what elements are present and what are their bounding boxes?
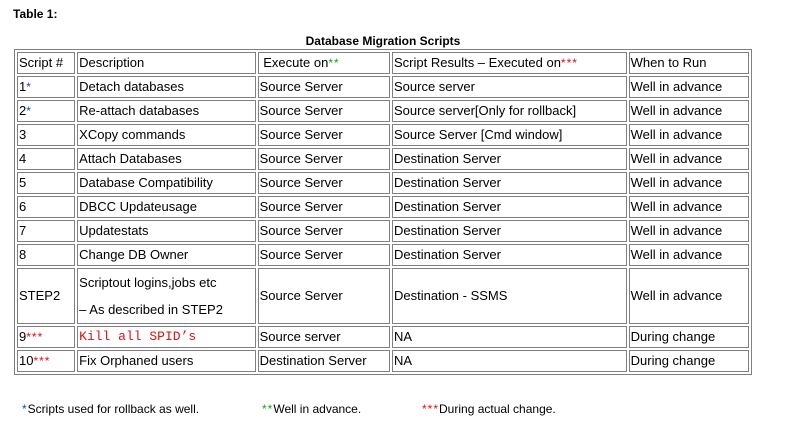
footnote-rollback: *Scripts used for rollback as well. [22, 402, 200, 416]
execute-on-cell: Source Server [258, 100, 390, 122]
description-cell: Fix Orphaned users [77, 350, 255, 372]
execute-on-cell: Source Server [258, 268, 390, 324]
description-cell: Detach databases [77, 76, 255, 98]
green-asterisk-mark: ** [328, 56, 340, 70]
table-row [17, 124, 749, 146]
red-asterisk-mark: *** [33, 354, 51, 368]
table-row [17, 76, 749, 98]
footnote-during-change: ***During actual change. [422, 402, 556, 416]
execute-on-cell: Source Server [258, 244, 390, 266]
when-cell: Well in advance [629, 76, 749, 98]
table-label: Table 1: [13, 7, 58, 21]
when-cell: Well in advance [629, 148, 749, 170]
table-row [17, 326, 749, 348]
description-line: – As described in STEP2 [79, 302, 223, 317]
description-cell: XCopy commands [77, 124, 255, 146]
results-cell: Destination Server [392, 148, 627, 170]
table-caption: Database Migration Scripts [305, 34, 461, 48]
script-number: 1* [17, 76, 75, 98]
table-row [17, 100, 749, 122]
when-cell: Well in advance [629, 124, 749, 146]
when-cell: Well in advance [629, 196, 749, 218]
description-cell: Re-attach databases [77, 100, 255, 122]
results-cell: Destination Server [392, 172, 627, 194]
execute-on-cell: Source Server [258, 220, 390, 242]
table-row [17, 244, 749, 266]
when-cell: Well in advance [629, 244, 749, 266]
blue-asterisk-mark: * [22, 402, 28, 416]
results-cell: Destination Server [392, 196, 627, 218]
execute-on-cell: Destination Server [258, 350, 390, 372]
header-row [17, 52, 749, 74]
execute-on-cell: Source Server [258, 76, 390, 98]
table-row [17, 220, 749, 242]
script-number: 4 [17, 148, 75, 170]
table-row [17, 172, 749, 194]
description-cell: Updatestats [77, 220, 255, 242]
header-script-no: Script # [17, 52, 75, 74]
when-cell: During change [629, 350, 749, 372]
execute-on-cell: Source Server [258, 172, 390, 194]
description-cell: Change DB Owner [77, 244, 255, 266]
script-number: 3 [17, 124, 75, 146]
red-asterisk-mark: *** [560, 56, 578, 70]
results-cell: Destination - SSMS [392, 268, 627, 324]
when-cell: During change [629, 326, 749, 348]
script-number: 6 [17, 196, 75, 218]
script-number: 2* [17, 100, 75, 122]
script-number: 10*** [17, 350, 75, 372]
footnote-advance: **Well in advance. [262, 402, 362, 416]
script-number: STEP2 [17, 268, 75, 324]
execute-on-cell: Source Server [258, 148, 390, 170]
description-cell: DBCC Updateusage [77, 196, 255, 218]
table-row [17, 268, 749, 324]
header-description: Description [77, 52, 255, 74]
results-cell: Source server [392, 76, 627, 98]
results-cell: Destination Server [392, 244, 627, 266]
migration-scripts-table [14, 32, 752, 375]
red-asterisk-mark: *** [422, 402, 440, 416]
description-cell: Database Compatibility [77, 172, 255, 194]
header-execute-on: Execute on** [258, 52, 390, 74]
when-cell: Well in advance [629, 220, 749, 242]
execute-on-cell: Source Server [258, 124, 390, 146]
table-row [17, 196, 749, 218]
when-cell: Well in advance [629, 172, 749, 194]
results-cell: NA [392, 326, 627, 348]
script-number: 8 [17, 244, 75, 266]
when-cell: Well in advance [629, 100, 749, 122]
blue-asterisk-mark: * [26, 80, 32, 94]
table-row [17, 148, 749, 170]
description-cell [77, 268, 255, 324]
blue-asterisk-mark: * [26, 104, 32, 118]
table-row [17, 350, 749, 372]
green-asterisk-mark: ** [262, 402, 274, 416]
execute-on-cell: Source Server [258, 196, 390, 218]
header-script-results: Script Results – Executed on*** [392, 52, 627, 74]
header-when-to-run: When to Run [629, 52, 749, 74]
script-number: 5 [17, 172, 75, 194]
results-cell: NA [392, 350, 627, 372]
red-asterisk-mark: *** [26, 330, 44, 344]
script-number: 7 [17, 220, 75, 242]
execute-on-cell: Source server [258, 326, 390, 348]
description-cell: Kill all SPID’s [77, 326, 255, 348]
results-cell: Source server[Only for rollback] [392, 100, 627, 122]
description-line: Scriptout logins,jobs etc [79, 275, 217, 290]
results-cell: Source Server [Cmd window] [392, 124, 627, 146]
results-cell: Destination Server [392, 220, 627, 242]
script-number: 9*** [17, 326, 75, 348]
when-cell: Well in advance [629, 268, 749, 324]
description-cell: Attach Databases [77, 148, 255, 170]
